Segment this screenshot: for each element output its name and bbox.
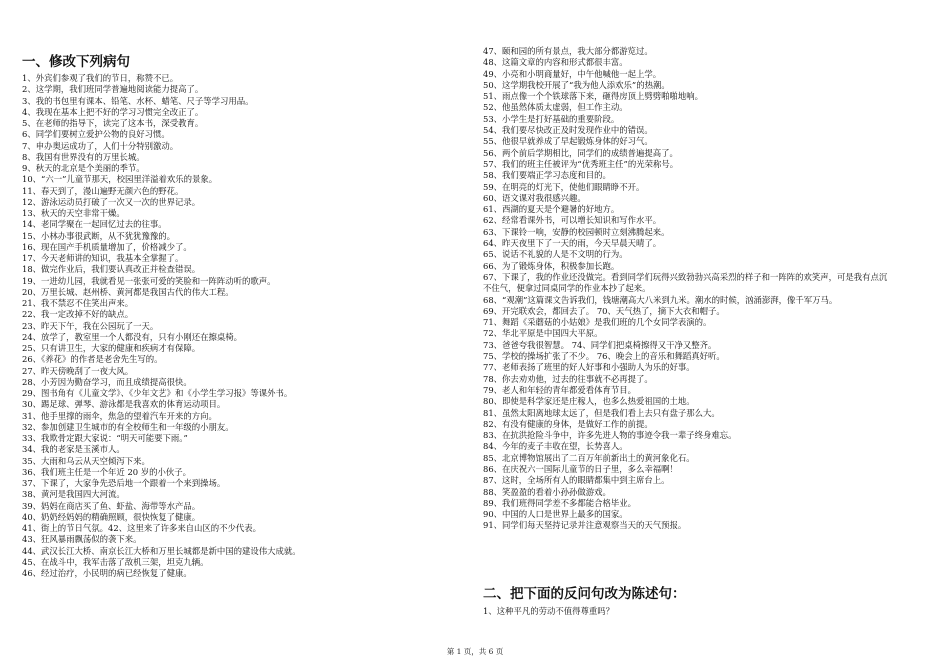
sentence-line: 69、开完联欢会，都回去了。 70、天气热了，摘下大衣和帽子。 bbox=[483, 305, 725, 316]
sentence-line: 73、爸爸夸我很智慧。 74、同学们把桌椅擦得又干净又整齐。 bbox=[483, 339, 717, 350]
sentence-line: 88、笑盈盈的看着小孙孙做游戏。 bbox=[483, 486, 611, 497]
sentence-line: 27、昨天傍晚刮了一夜大风。 bbox=[22, 365, 134, 376]
sentence-line: 67、下课了，我的作业还没做完。看到同学们玩得兴致勃勃兴高采烈的样子和一阵阵的欢笑声，可是我有点沉 bbox=[483, 271, 888, 282]
sentence-line: 50、这学期我校开展了“我为他人添欢乐”的热潮。 bbox=[483, 79, 670, 90]
sentence-line: 91、同学们每天坚持记录并注意观察当天的天气预报。 bbox=[483, 520, 687, 531]
sentence-line: 1、这种平凡的劳动不值得尊重吗？ bbox=[483, 606, 614, 616]
sentence-line: 53、小学生是打好基础的重要阶段。 bbox=[483, 113, 620, 124]
sentence-line: 44、武汉长江大桥、南京长江大桥和万里长城都是新中国的建设伟大成就。 bbox=[22, 545, 301, 556]
sentence-line: 85、北京博物馆展出了二百万年前新出土的黄河象化石。 bbox=[483, 452, 695, 463]
sentence-line: 4、我现在基本上把不好的学习习惯完全改正了。 bbox=[22, 106, 204, 117]
sentence-line: 83、在抗洪抢险斗争中，许多先进人物的事迹令我一辈子终身难忘。 bbox=[483, 430, 737, 441]
sentence-line: 38、黄河是我国四大河流。 bbox=[22, 489, 125, 500]
sentence-line: 不住气，便拿过同桌同学的作业本抄了起来。 bbox=[483, 283, 651, 294]
sentence-line: 29、图书角有《儿童文学》、《少年文艺》和《小学生学习报》等课外书。 bbox=[22, 388, 293, 398]
sentence-line: 55、他很早就养成了早起锻炼身体的好习气。 bbox=[483, 136, 653, 147]
sentence-line: 39、妈妈在商店买了鱼、虾盐、海带等水产品。 bbox=[22, 500, 201, 511]
sentence-line: 63、下课铃一响，安静的校园顿时立刻沸腾起来。 bbox=[483, 226, 670, 237]
sentence-line: 12、游泳运动员打破了一次又一次的世界记录。 bbox=[22, 196, 201, 207]
sentence-line: 19、一进幼儿园，我就看见一张张可爱的笑脸和一阵阵动听的歌声。 bbox=[22, 275, 276, 286]
sentence-line: 60、语文课对我很感兴趣。 bbox=[483, 192, 586, 203]
sentence-line: 80、即使是科学家还是庄稼人，也多么热爱祖国的土地。 bbox=[483, 396, 695, 407]
section-2-sentence-list bbox=[483, 606, 614, 617]
sentence-line: 65、说话不礼貌的人是不文明的行为。 bbox=[483, 249, 628, 260]
sentence-line: 43、狂风暴雨飘荡似的袭下来。 bbox=[22, 534, 142, 545]
sentence-line: 18、做完作业后，我们要认真改正并检查错误。 bbox=[22, 264, 201, 275]
page-footer: 第 1 页，共 6 页 bbox=[446, 647, 504, 656]
sentence-line: 9、秋天的北京是个美丽的季节。 bbox=[22, 163, 145, 173]
sentence-line: 75、学校的操场扩张了不少。 76、晚会上的音乐和舞蹈真好听。 bbox=[483, 351, 725, 362]
sentence-line: 20、万里长城、赵州桥、黄河都是我国古代的伟大工程。 bbox=[22, 286, 234, 297]
sentence-line: 78、你去劝劝他，过去的往事就不必再提了。 bbox=[483, 373, 653, 384]
sentence-line: 89、我们班得同学差不多都能合格毕业。 bbox=[483, 497, 637, 508]
sentence-line: 41、街上的节日气氛。42、这里来了许多来自山区的不少代表。 bbox=[22, 523, 262, 533]
sentence-line: 17、今天老师讲的知识，我基本全掌握了。 bbox=[22, 253, 184, 263]
sentence-line: 8、我国有世界没有的万里长城。 bbox=[22, 151, 145, 162]
sentence-line: 64、昨天夜里下了一天的雨，今天早晨天晴了。 bbox=[483, 238, 662, 249]
left-sentence-list bbox=[22, 73, 301, 579]
sentence-line: 52、他虽然体质太虚弱，但工作主动。 bbox=[483, 102, 628, 113]
sentence-line: 84、今年的麦子丰收在望，长势喜人。 bbox=[483, 441, 628, 452]
sentence-line: 26、《养花》的作者是老舍先生写的。 bbox=[22, 354, 163, 365]
sentence-line: 59、在明亮的灯光下，使他们眼睛睁不开。 bbox=[483, 181, 645, 192]
sentence-line: 5、在老师的指导下，读完了这本书，深受教育。 bbox=[22, 118, 204, 128]
sentence-line: 21、我不禁忍不住笑出声来。 bbox=[22, 298, 134, 308]
sentence-line: 61、西湖的夏天是个避暑的好地方。 bbox=[483, 204, 620, 215]
sentence-line: 33、我欺骨定跟大家说：“明天可能要下雨。” bbox=[22, 433, 188, 443]
sentence-line: 15、小林办事很武断，从不犹犹豫豫的。 bbox=[22, 230, 176, 241]
sentence-line: 30、踢足球、弹琴、游泳都是我喜欢的体育运动项目。 bbox=[22, 399, 226, 410]
sentence-line: 2、这学期，我们班同学普遍地阅读能力提高了。 bbox=[22, 84, 204, 95]
sentence-line: 32、参加创建卫生城市的有全校师生和一年级的小朋友。 bbox=[22, 421, 234, 432]
sentence-line: 7、申办奥运成功了，人们十分特别激动。 bbox=[22, 140, 179, 151]
sentence-line: 40、奶奶经妈妈的精确照顾，很快恢复了健康。 bbox=[22, 511, 201, 522]
sentence-line: 24、放学了，教室里一个人都没有，只有小刚还在擦桌椅。 bbox=[22, 331, 243, 342]
sentence-line: 13、秋天的天空非常干燥。 bbox=[22, 208, 125, 218]
sentence-line: 49、小亮和小明商量好，中午他喊他一起上学。 bbox=[483, 68, 662, 79]
sentence-line: 77、老师表扬了班里的好人好事和小强助人为乐的好事。 bbox=[483, 362, 695, 373]
sentence-line: 48、这篇文章的内容和形式都很丰富。 bbox=[483, 57, 628, 68]
sentence-line: 31、他手里撑的雨伞，焦急的望着汽车开来的方向。 bbox=[22, 410, 217, 421]
sentence-line: 37、下课了，大家争先恐后地一个跟着一个来到操场。 bbox=[22, 478, 226, 488]
sentence-line: 34、我的老家是玉溪市人。 bbox=[22, 444, 125, 455]
section-2-heading: 二、把下面的反问句改为陈述句： bbox=[483, 586, 686, 602]
sentence-line: 25、只有讲卫生，大家的健康和疾病才有保障。 bbox=[22, 343, 201, 353]
sentence-line: 57、我们的班主任被评为“优秀班主任”的光荣称号。 bbox=[483, 158, 679, 169]
sentence-line: 3、我的书包里有课本、铅笔、水杯、蜡笔、尺子等学习用品。 bbox=[22, 95, 254, 106]
sentence-line: 82、有没有健康的身体，是做好工作的前提。 bbox=[483, 418, 653, 429]
sentence-line: 79、老人和年轻的青年都爱看体育节目。 bbox=[483, 384, 637, 395]
right-sentence-list bbox=[483, 46, 887, 532]
sentence-line: 58、我们要端正学习态度和目的。 bbox=[483, 170, 611, 181]
section-1-heading: 一、修改下列病句 bbox=[22, 54, 130, 70]
sentence-line: 28、小芳因为勤奋学习，而且成绩提高很快。 bbox=[22, 376, 192, 387]
sentence-line: 51、雨点像一个个铁球落下来，砸得房顶上劈劈啪啪地响。 bbox=[483, 91, 704, 102]
sentence-line: 86、在庆祝六一国际儿童节的日子里，多么幸福啊！ bbox=[483, 463, 678, 474]
sentence-line: 10、“六一”儿童节那天，校园里洋溢着欢乐的景象。 bbox=[22, 174, 218, 185]
sentence-line: 68、“观潮”这篇课文告诉我们，钱塘潮高大八米到九米。潮水的时候，汹涌澎湃，像千军万马。 bbox=[483, 294, 838, 305]
sentence-line: 87、这时，全场所有人的眼睛都集中到主席台上。 bbox=[483, 475, 670, 486]
sentence-line: 54、我们要尽快改正及时发现作业中的错误。 bbox=[483, 125, 653, 136]
sentence-line: 16、现在国产手机质量增加了，价格减少了。 bbox=[22, 241, 192, 252]
sentence-line: 56、两个前后学期相比，同学们的成绩普遍提高了。 bbox=[483, 147, 678, 158]
sentence-line: 23、昨天下午，我在公园玩了一天。 bbox=[22, 320, 159, 331]
sentence-line: 46、经过治疗，小民明的病已经恢复了健康。 bbox=[22, 568, 192, 578]
sentence-line: 62、经常看课外书，可以增长知识和写作水平。 bbox=[483, 215, 662, 226]
sentence-line: 72、华北平原是中国四大平原。 bbox=[483, 328, 603, 339]
sentence-line: 71、舞蹈《采蘑菇的小姑娘》是我们班的几个女同学表演的。 bbox=[483, 317, 712, 328]
sentence-line: 35、大雨和乌云从天空倾泻下来。 bbox=[22, 455, 150, 466]
sentence-line: 11、春天到了，漫山遍野无颜六色的野花。 bbox=[22, 185, 184, 196]
sentence-line: 1、外宾们参观了我们的节日，称赞不已。 bbox=[22, 73, 179, 83]
sentence-line: 47、颐和园的所有景点，我大部分都游览过。 bbox=[483, 46, 653, 56]
sentence-line: 36、我们班主任是一个年近 20 岁的小伙子。 bbox=[22, 466, 192, 477]
sentence-line: 45、在战斗中，我军击落了敌机三架，坦克九辆。 bbox=[22, 556, 209, 567]
sentence-line: 90、中国的人口是世界上最多的国家。 bbox=[483, 509, 628, 520]
sentence-line: 6、同学们要树立爱护公物的良好习惯。 bbox=[22, 129, 170, 140]
sentence-line: 22、我一定改掉不好的缺点。 bbox=[22, 309, 134, 320]
sentence-line: 14、老同学聚在一起回忆过去的往事。 bbox=[22, 219, 167, 230]
sentence-line: 66、为了锻炼身体，积极参加长跑。 bbox=[483, 260, 620, 271]
sentence-line: 81、虽然太阳离地球太远了，但是我们看上去只有盘子那么大。 bbox=[483, 407, 720, 418]
